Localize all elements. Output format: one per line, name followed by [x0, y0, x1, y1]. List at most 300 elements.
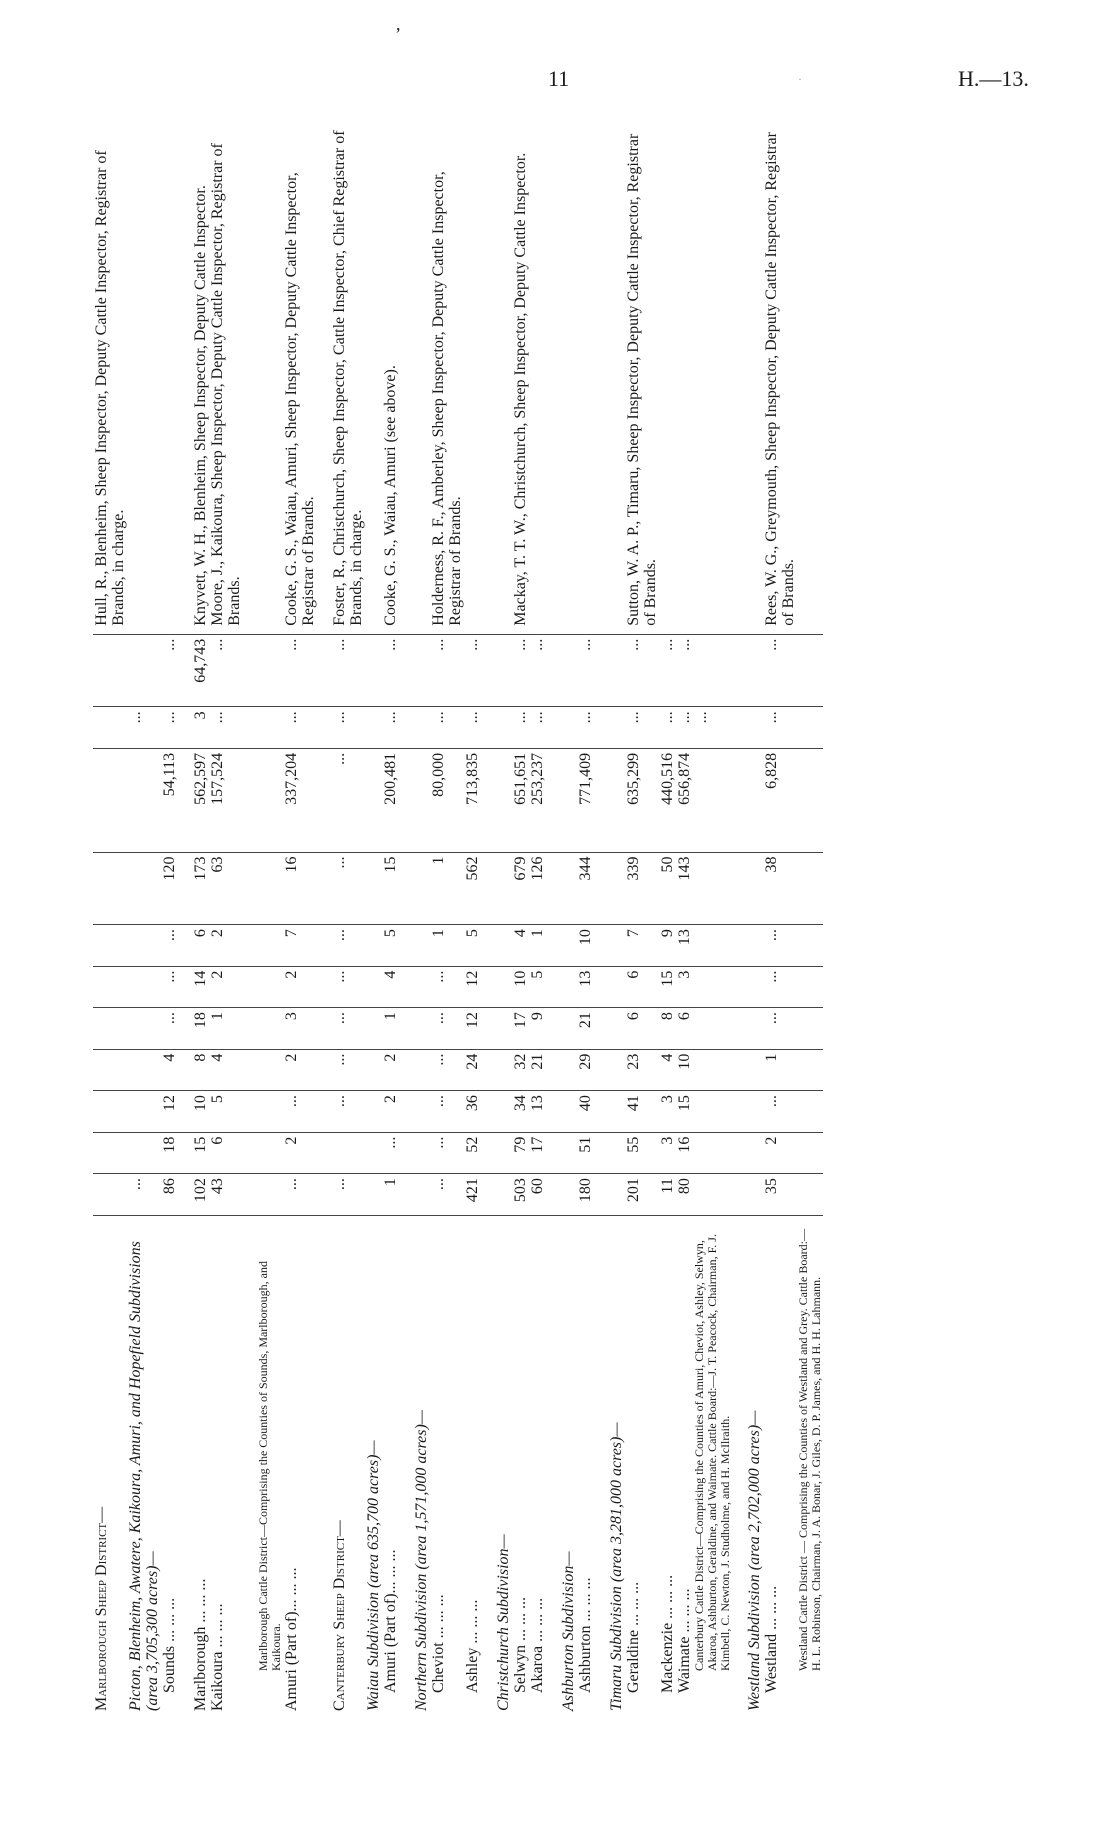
- row-value: 1: [430, 852, 464, 925]
- spacer-cell: [481, 1132, 495, 1173]
- row-value: [93, 707, 127, 748]
- row-value: [365, 1174, 382, 1215]
- row-value: [746, 925, 763, 966]
- row-value: [495, 707, 512, 748]
- table-row: [413, 115, 430, 1715]
- row-value: [797, 852, 823, 925]
- row-value: 18: [161, 1132, 178, 1173]
- row-value: ...: [676, 707, 693, 748]
- row-value: [257, 1008, 283, 1049]
- table-row: [257, 115, 283, 1715]
- row-value: [495, 1174, 512, 1215]
- spacer-cell: [399, 1215, 413, 1715]
- row-value: 337,204: [283, 748, 317, 852]
- row-value: [257, 1091, 283, 1132]
- row-value: [93, 852, 127, 925]
- table-row: [512, 115, 529, 1715]
- spacer-cell: [243, 852, 257, 925]
- row-label: Westland Cattle District — Comprising the Counties of Westland and Grey. Cattle Board:—H. L. Robinson, Chairman, J. A. Bonar, J. Giles, D. P. James, and H. H. Lahmann.: [796, 1229, 823, 1671]
- row-value: ...: [430, 1132, 464, 1173]
- row-label: Canterbury Sheep District—: [331, 1520, 348, 1711]
- row-value: ...: [127, 1174, 161, 1215]
- row-value: [365, 1008, 382, 1049]
- row-value: [331, 1132, 365, 1173]
- spacer-cell: [317, 1174, 331, 1215]
- spacer-cell: [546, 1091, 560, 1132]
- spacer-cell: [399, 925, 413, 966]
- row-label: Waiau Subdivision (area 635,700 acres)—: [365, 1440, 382, 1711]
- row-value: 15: [382, 852, 399, 925]
- row-value: [797, 925, 823, 966]
- spacer-cell: [243, 1174, 257, 1215]
- row-value: [257, 966, 283, 1007]
- row-value: ...: [763, 1091, 797, 1132]
- row-value: 6: [676, 1008, 693, 1049]
- row-value: 60: [529, 1174, 546, 1215]
- inspector-cell: Knyvett, W. H., Blenheim, Sheep Inspector, Deputy Cattle Inspector.: [192, 115, 209, 634]
- spacer-cell: [243, 925, 257, 966]
- row-value: ...: [161, 634, 178, 707]
- row-spacer: [594, 115, 608, 1715]
- row-value: [413, 634, 430, 707]
- row-value: 771,409: [577, 748, 594, 852]
- spacer-cell: [732, 925, 746, 966]
- row-value: [608, 1132, 625, 1173]
- spacer-cell: [594, 707, 608, 748]
- table-body: [93, 115, 823, 1715]
- spacer-cell: [732, 1132, 746, 1173]
- spacer-cell: [317, 925, 331, 966]
- row-value: 651,651: [512, 748, 529, 852]
- spacer-cell: [732, 1008, 746, 1049]
- spacer-cell: [481, 748, 495, 852]
- row-value: ...: [430, 1174, 464, 1215]
- row-value: ...: [659, 634, 676, 707]
- row-value: 5: [382, 925, 399, 966]
- row-value: [797, 1132, 823, 1173]
- spacer-cell: [399, 115, 413, 634]
- row-value: [560, 1132, 577, 1173]
- row-value: [127, 1091, 161, 1132]
- spacer-cell: [594, 634, 608, 707]
- table-row: [560, 115, 577, 1715]
- row-value: [746, 1091, 763, 1132]
- row-value: ...: [430, 966, 464, 1007]
- row-value: [746, 966, 763, 1007]
- row-value: [608, 966, 625, 1007]
- row-value: ...: [382, 1132, 399, 1173]
- row-value: [257, 634, 283, 707]
- row-value: 120: [161, 852, 178, 925]
- row-label: Sounds ... ... ...: [161, 1597, 178, 1693]
- row-value: [560, 1008, 577, 1049]
- row-value: [127, 1049, 161, 1090]
- row-value: [560, 1049, 577, 1090]
- row-value: ...: [127, 707, 161, 748]
- row-value: 201: [625, 1174, 659, 1215]
- row-value: [495, 1091, 512, 1132]
- inspector-cell: Cooke, G. S., Waiau, Amuri (see above).: [382, 115, 399, 634]
- row-value: [495, 634, 512, 707]
- row-value: ...: [331, 1174, 365, 1215]
- spacer-cell: [178, 1049, 192, 1090]
- row-value: [257, 1049, 283, 1090]
- row-value: ...: [209, 707, 243, 748]
- row-value: [797, 748, 823, 852]
- row-value: [693, 1008, 732, 1049]
- row-value: [797, 1008, 823, 1049]
- row-value: ...: [331, 852, 365, 925]
- row-value: [693, 966, 732, 1007]
- row-value: [127, 852, 161, 925]
- row-value: [495, 966, 512, 1007]
- row-value: ...: [161, 925, 178, 966]
- row-value: [495, 1008, 512, 1049]
- row-value: ...: [763, 1008, 797, 1049]
- spacer-cell: [243, 966, 257, 1007]
- row-value: 126: [529, 852, 546, 925]
- row-value: [93, 748, 127, 852]
- row-value: [746, 748, 763, 852]
- row-value: 5: [209, 1091, 243, 1132]
- spacer-cell: [243, 1215, 257, 1715]
- row-value: 4: [659, 1049, 676, 1090]
- row-value: 10: [676, 1049, 693, 1090]
- row-value: [495, 1049, 512, 1090]
- row-value: 5: [464, 925, 481, 966]
- spacer-cell: [178, 966, 192, 1007]
- spacer-cell: [243, 707, 257, 748]
- row-value: [127, 925, 161, 966]
- spacer-cell: [178, 1215, 192, 1715]
- row-label: Christchurch Subdivision—: [495, 1534, 512, 1711]
- row-spacer: [399, 115, 413, 1715]
- row-value: ...: [331, 1008, 365, 1049]
- row-value: [560, 748, 577, 852]
- row-value: ...: [693, 707, 732, 748]
- row-value: 1: [430, 925, 464, 966]
- spacer-cell: [732, 1091, 746, 1132]
- row-value: 180: [577, 1174, 594, 1215]
- rotated-table-container: [93, 115, 1023, 1715]
- row-value: 440,516: [659, 748, 676, 852]
- page-number: 11: [548, 66, 570, 91]
- row-value: 1: [763, 1049, 797, 1090]
- spacer-cell: [546, 925, 560, 966]
- row-value: 143: [676, 852, 693, 925]
- inspector-cell: [797, 115, 823, 634]
- row-value: [495, 852, 512, 925]
- row-value: 8: [192, 1049, 209, 1090]
- row-value: [93, 1132, 127, 1173]
- row-value: ...: [382, 634, 399, 707]
- row-label: Marlborough Sheep District—: [93, 1506, 110, 1711]
- row-value: 14: [192, 966, 209, 1007]
- spacer-cell: [178, 707, 192, 748]
- row-value: [693, 748, 732, 852]
- row-value: [413, 966, 430, 1007]
- row-value: 36: [464, 1091, 481, 1132]
- row-value: [608, 1049, 625, 1090]
- spacer-cell: [546, 852, 560, 925]
- row-value: 6,828: [763, 748, 797, 852]
- row-value: 21: [577, 1008, 594, 1049]
- row-value: [93, 1008, 127, 1049]
- inspector-cell: Foster, R., Christchurch, Sheep Inspector, Cattle Inspector, Chief Registrar of Brands, in charge.: [331, 115, 365, 634]
- row-value: 2: [763, 1132, 797, 1173]
- table-row: [529, 115, 546, 1715]
- row-value: 4: [512, 925, 529, 966]
- row-label: Mackenzie ... ... ...: [659, 1574, 676, 1693]
- row-value: ...: [430, 1091, 464, 1132]
- row-value: ...: [331, 707, 365, 748]
- row-value: 2: [283, 966, 317, 1007]
- spacer-cell: [399, 1008, 413, 1049]
- row-value: 12: [161, 1091, 178, 1132]
- row-spacer: [481, 115, 495, 1715]
- row-value: 24: [464, 1049, 481, 1090]
- row-value: 2: [209, 925, 243, 966]
- row-value: 10: [192, 1091, 209, 1132]
- table-row: [93, 115, 127, 1715]
- row-value: 562,597: [192, 748, 209, 852]
- row-value: 200,481: [382, 748, 399, 852]
- row-value: ...: [529, 634, 546, 707]
- document-code: H.—13.: [958, 66, 1029, 91]
- row-value: [127, 748, 161, 852]
- row-value: 52: [464, 1132, 481, 1173]
- table-row: [365, 115, 382, 1715]
- spacer-cell: [317, 966, 331, 1007]
- row-value: 13: [529, 1091, 546, 1132]
- row-value: 421: [464, 1174, 481, 1215]
- row-label: Cheviot ... ... ...: [430, 1594, 447, 1693]
- inspector-cell: [161, 115, 178, 634]
- row-value: [693, 1091, 732, 1132]
- row-value: [257, 707, 283, 748]
- row-value: [746, 1132, 763, 1173]
- row-value: 344: [577, 852, 594, 925]
- row-value: [560, 1091, 577, 1132]
- table-row: [763, 115, 797, 1715]
- spacer-cell: [481, 1049, 495, 1090]
- row-value: [127, 1008, 161, 1049]
- row-value: ...: [331, 925, 365, 966]
- spacer-cell: [317, 852, 331, 925]
- inspector-cell: [464, 115, 481, 634]
- row-value: 1: [209, 1008, 243, 1049]
- row-value: [413, 748, 430, 852]
- row-label: Selwyn ... ... ...: [512, 1597, 529, 1693]
- spacer-cell: [732, 966, 746, 1007]
- row-value: 17: [529, 1132, 546, 1173]
- row-label: Marlborough Cattle District—Comprising the Counties of Sounds, Marlborough, and Kaikoura.: [256, 1261, 283, 1671]
- inspector-cell: [365, 115, 382, 634]
- spacer-cell: [399, 1091, 413, 1132]
- row-value: [560, 634, 577, 707]
- row-value: [365, 1049, 382, 1090]
- row-value: 86: [161, 1174, 178, 1215]
- inspector-cell: [529, 115, 546, 634]
- row-value: 713,835: [464, 748, 481, 852]
- row-value: 79: [512, 1132, 529, 1173]
- table-row: [382, 115, 399, 1715]
- table-row: [331, 115, 365, 1715]
- row-value: [93, 1049, 127, 1090]
- row-value: [495, 748, 512, 852]
- row-value: 173: [192, 852, 209, 925]
- row-label: Marlborough ... ... ...: [192, 1578, 209, 1711]
- row-value: 4: [161, 1049, 178, 1090]
- spacer-cell: [317, 1091, 331, 1132]
- row-value: [608, 925, 625, 966]
- row-value: ...: [430, 1008, 464, 1049]
- row-value: ...: [464, 707, 481, 748]
- row-value: [608, 1174, 625, 1215]
- row-value: 80,000: [430, 748, 464, 852]
- inspector-cell: [659, 115, 676, 634]
- row-value: 562: [464, 852, 481, 925]
- row-spacer: [732, 115, 746, 1715]
- row-value: 11: [659, 1174, 676, 1215]
- row-value: [257, 748, 283, 852]
- inspector-cell: [676, 115, 693, 634]
- row-value: 16: [283, 852, 317, 925]
- inspector-cell: Cooke, G. S., Waiau, Amuri, Sheep Inspector, Deputy Cattle Inspector, Registrar of Brands.: [283, 115, 317, 634]
- row-value: ...: [763, 966, 797, 1007]
- row-value: ...: [161, 1008, 178, 1049]
- spacer-cell: [594, 925, 608, 966]
- row-value: 80: [676, 1174, 693, 1215]
- spacer-cell: [481, 1174, 495, 1215]
- row-value: 656,874: [676, 748, 693, 852]
- row-value: [693, 852, 732, 925]
- spacer-cell: [243, 634, 257, 707]
- row-value: 10: [512, 966, 529, 1007]
- row-label: Northern Subdivision (area 1,571,000 acres)—: [413, 1409, 430, 1711]
- inspector-cell: Hull, R., Blenheim, Sheep Inspector, Deputy Cattle Inspector, Registrar of Brands, in charge.: [93, 115, 127, 634]
- row-value: 339: [625, 852, 659, 925]
- spacer-cell: [546, 1174, 560, 1215]
- row-value: 12: [464, 966, 481, 1007]
- spacer-cell: [178, 748, 192, 852]
- table-row: [693, 115, 732, 1715]
- row-value: 15: [192, 1132, 209, 1173]
- spacer-cell: [178, 1008, 192, 1049]
- spacer-cell: [481, 1215, 495, 1715]
- row-value: 55: [625, 1132, 659, 1173]
- row-value: 35: [763, 1174, 797, 1215]
- row-value: [608, 1008, 625, 1049]
- row-label: Geraldine ... ... ...: [625, 1581, 642, 1693]
- spacer-cell: [732, 1215, 746, 1715]
- row-value: 157,524: [209, 748, 243, 852]
- row-value: 6: [625, 966, 659, 1007]
- spacer-cell: [399, 1132, 413, 1173]
- row-value: 34: [512, 1091, 529, 1132]
- row-value: ...: [763, 707, 797, 748]
- spacer-cell: [399, 852, 413, 925]
- row-value: 41: [625, 1091, 659, 1132]
- row-value: [746, 1174, 763, 1215]
- row-label: Timaru Subdivision (area 3,281,000 acres)—: [608, 1422, 625, 1711]
- spacer-cell: [317, 115, 331, 634]
- spacer-cell: [732, 115, 746, 634]
- spacer-cell: [594, 852, 608, 925]
- row-value: ...: [659, 707, 676, 748]
- row-value: [93, 634, 127, 707]
- row-value: ...: [283, 707, 317, 748]
- spacer-cell: [481, 1008, 495, 1049]
- spacer-cell: [243, 1049, 257, 1090]
- row-value: 4: [382, 966, 399, 1007]
- spacer-cell: [481, 966, 495, 1007]
- spacer-cell: [546, 115, 560, 634]
- row-value: [693, 1132, 732, 1173]
- row-value: 12: [464, 1008, 481, 1049]
- table-row: [659, 115, 676, 1715]
- spacer-cell: [481, 925, 495, 966]
- row-value: [746, 1008, 763, 1049]
- row-label: Picton, Blenheim, Awatere, Kaikoura, Amuri, and Hopefield Subdivisions (area 3,705,300 acres)—: [127, 1241, 161, 1711]
- spacer-cell: [178, 115, 192, 634]
- row-value: 6: [192, 925, 209, 966]
- table-row: [746, 115, 763, 1715]
- row-value: [560, 1174, 577, 1215]
- row-value: [365, 1091, 382, 1132]
- spacer-cell: [399, 1049, 413, 1090]
- row-value: 2: [283, 1049, 317, 1090]
- row-value: 6: [209, 1132, 243, 1173]
- row-value: 2: [382, 1091, 399, 1132]
- spacer-cell: [546, 1132, 560, 1173]
- inspector-cell: [495, 115, 512, 634]
- row-value: 3: [659, 1091, 676, 1132]
- spacer-cell: [594, 1174, 608, 1215]
- row-value: [93, 1174, 127, 1215]
- inspector-cell: Mackay, T. T. W., Christchurch, Sheep Inspector, Deputy Cattle Inspector.: [512, 115, 529, 634]
- spacer-cell: [178, 1091, 192, 1132]
- row-value: 2: [283, 1132, 317, 1173]
- row-value: 15: [659, 966, 676, 1007]
- row-value: [797, 966, 823, 1007]
- row-value: 679: [512, 852, 529, 925]
- spacer-cell: [399, 707, 413, 748]
- stray-mark: ,: [396, 14, 401, 34]
- spacer-cell: [594, 115, 608, 634]
- row-value: [560, 966, 577, 1007]
- row-label: Ashley ... ... ...: [464, 1599, 481, 1693]
- row-value: [495, 925, 512, 966]
- inspector-cell: [560, 115, 577, 634]
- row-value: ...: [625, 707, 659, 748]
- spacer-cell: [732, 1049, 746, 1090]
- spacer-cell: [732, 634, 746, 707]
- row-label: Westland Subdivision (area 2,702,000 acres)—: [746, 1410, 763, 1711]
- row-value: [257, 925, 283, 966]
- spacer-cell: [399, 748, 413, 852]
- spacer-cell: [178, 852, 192, 925]
- table-row: [430, 115, 464, 1715]
- row-value: [797, 634, 823, 707]
- spacer-cell: [481, 852, 495, 925]
- spacer-cell: [481, 115, 495, 634]
- row-value: [413, 852, 430, 925]
- row-value: 2: [382, 1049, 399, 1090]
- row-spacer: [178, 115, 192, 1715]
- row-value: ...: [331, 1091, 365, 1132]
- row-value: 40: [577, 1091, 594, 1132]
